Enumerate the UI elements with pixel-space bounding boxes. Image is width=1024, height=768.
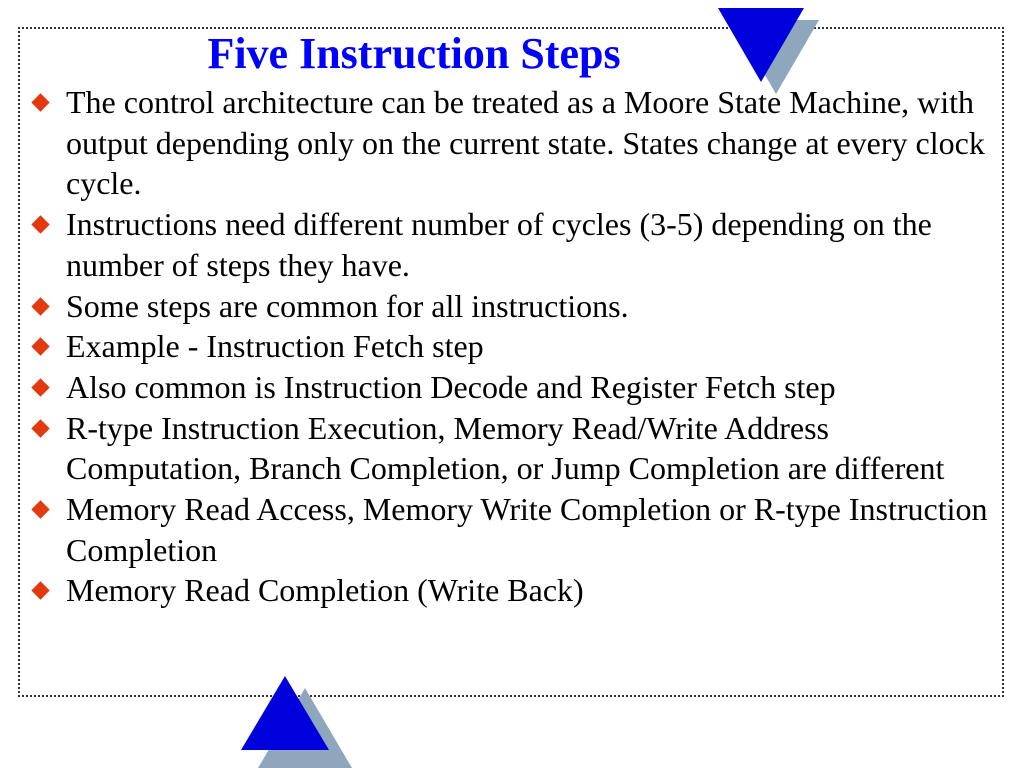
bullet-item xyxy=(30,82,995,204)
bullet-item xyxy=(30,408,995,489)
bullet-item xyxy=(30,489,995,570)
bullet-text: Example - Instruction Fetch step xyxy=(66,328,484,365)
diamond-bullet-icon xyxy=(31,582,49,600)
bullet-text: Some steps are common for all instructions. xyxy=(66,287,629,324)
bullet-item xyxy=(30,204,995,285)
slide-title: Five Instruction Steps xyxy=(207,29,621,78)
diamond-bullet-icon xyxy=(31,500,49,518)
bullet-text: The control architecture can be treated as a Moore State Machine, with output depending only on the current state. States change at every clock cycle. xyxy=(66,84,985,202)
diamond-bullet-icon xyxy=(31,378,49,396)
bullet-item xyxy=(30,286,995,327)
bullet-text: R-type Instruction Execution, Memory Read/Write Address Computation, Branch Completion, or Jump Completion are different xyxy=(66,409,945,487)
bullet-text: Also common is Instruction Decode and Register Fetch step xyxy=(66,368,836,405)
bullet-list xyxy=(30,82,995,611)
bullet-text: Memory Read Access, Memory Write Completion or R-type Instruction Completion xyxy=(66,491,988,568)
diamond-bullet-icon xyxy=(31,297,49,315)
up-triangle-icon xyxy=(241,676,329,750)
bullet-text: Instructions need different number of cycles (3-5) depending on the number of steps they have. xyxy=(66,206,932,283)
bullet-item xyxy=(30,326,995,367)
diamond-bullet-icon xyxy=(31,93,49,111)
bullet-item xyxy=(30,570,995,611)
diamond-bullet-icon xyxy=(31,215,49,233)
diamond-bullet-icon xyxy=(31,338,49,356)
diamond-bullet-icon xyxy=(31,419,49,437)
bullet-item xyxy=(30,367,995,408)
bullet-text: Memory Read Completion (Write Back) xyxy=(66,572,584,609)
